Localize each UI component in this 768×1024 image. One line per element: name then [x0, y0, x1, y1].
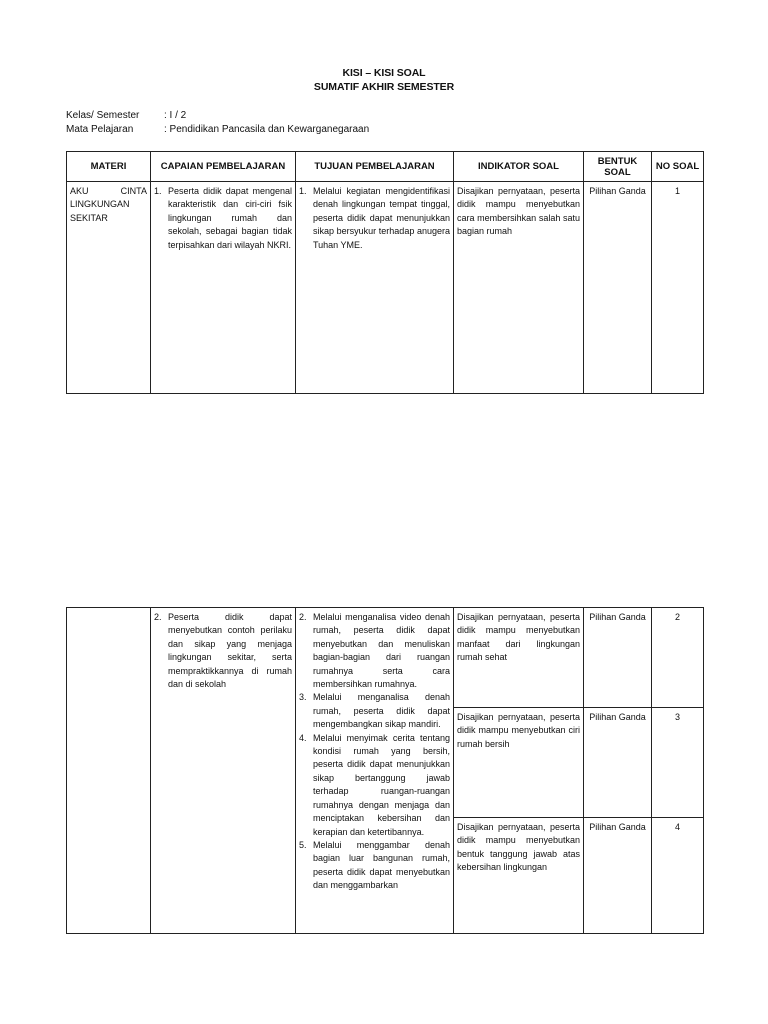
list-number: 4.: [299, 732, 307, 743]
mapel-value: : Pendidikan Pancasila dan Kewarganegaraan: [164, 124, 370, 135]
list-number: 2.: [299, 612, 307, 622]
list-number: 1.: [299, 186, 307, 196]
capaian-cell: [151, 182, 296, 394]
materi-cell: [67, 608, 151, 934]
capaian-text: Peserta didik dapat menyebutkan contoh perilaku dan sikap yang menjaga lingkungan sekitar, serta mempraktikkannya di rumah dan di sekolah: [168, 612, 292, 690]
list-number: 1.: [154, 186, 162, 196]
no-soal-cell: 2: [652, 608, 704, 708]
kelas-label: Kelas/ Semester: [66, 110, 140, 121]
indikator-cell: Disajikan pernyataan, peserta didik mampu menyebutkan cara membersihkan salah satu bagian rumah: [454, 182, 584, 394]
bentuk-cell: Pilihan Ganda: [584, 818, 652, 934]
no-soal-cell: 4: [652, 818, 704, 934]
table-header-row: [67, 152, 704, 182]
tujuan-text: Melalui kegiatan mengidentifikasi denah lingkungan tempat tinggal, peserta didik dapat menunjukkan sikap bersyukur terhadap anugera Tuhan YME.: [313, 186, 450, 250]
indikator-cell: Disajikan pernyataan, peserta didik mampu menyebutkan ciri rumah bersih: [454, 708, 584, 818]
header-capaian: CAPAIAN PEMBELAJARAN: [151, 152, 296, 182]
document-subtitle: SUMATIF AKHIR SEMESTER: [313, 81, 455, 93]
tujuan-text: Melalui menganalisa denah rumah, peserta didik dapat mengembangkan sikap mandiri.: [313, 692, 450, 730]
indikator-cell: Disajikan pernyataan, peserta didik mampu menyebutkan bentuk tanggung jawab atas kebersihan lingkungan: [454, 818, 584, 934]
kisi-table-1: [66, 151, 704, 394]
tujuan-text: Melalui menggambar denah bagian luar bangunan rumah, peserta didik dapat menyebutkan dan menggambarkan: [313, 839, 450, 891]
header-no: NO SOAL: [652, 152, 704, 182]
capaian-text: Peserta didik dapat mengenal karakteristik dan ciri-ciri fsik lingkungan rumah dan sekolah, sebagai bagian tidak terpisahkan dari wilayah NKRI.: [168, 186, 292, 250]
list-number: 2.: [154, 612, 162, 622]
meta-kelas: [66, 110, 186, 121]
bentuk-cell: Pilihan Ganda: [584, 708, 652, 818]
tujuan-cell: [296, 182, 454, 394]
no-soal-cell: 1: [652, 182, 704, 394]
indikator-cell: Disajikan pernyataan, peserta didik mampu menyebutkan manfaat dari lingkungan rumah sehat: [454, 608, 584, 708]
bentuk-cell: Pilihan Ganda: [584, 608, 652, 708]
list-number: 5.: [299, 839, 307, 850]
table-row: [67, 182, 704, 394]
bentuk-cell: Pilihan Ganda: [584, 182, 652, 394]
tujuan-text: Melalui menyimak cerita tentang kondisi rumah yang bersih, peserta didik dapat menunjukkan sikap bertanggung jawab terhadap ruangan-ruangan rumahnya dengan menjaga dan menciptakan kebersihan dan kerapian dan ketertibannya.: [313, 732, 450, 837]
no-soal-cell: 3: [652, 708, 704, 818]
header-indikator: INDIKATOR SOAL: [454, 152, 584, 182]
meta-mapel: [66, 124, 369, 135]
tujuan-text: Melalui menganalisa video denah rumah, peserta didik dapat menyebutkan dan menuliskan bagian-bagian dari ruangan rumahnya serta cara membersihkan rumahnya.: [313, 612, 450, 690]
capaian-cell: [151, 608, 296, 934]
table-row: [67, 608, 704, 708]
list-number: 3.: [299, 692, 307, 703]
header-bentuk: BENTUK SOAL: [584, 152, 652, 182]
header-materi: MATERI: [67, 152, 151, 182]
mapel-label: Mata Pelajaran: [66, 124, 134, 135]
kisi-table-2: [66, 607, 704, 934]
materi-cell: AKU CINTA LINGKUNGAN SEKITAR: [67, 182, 151, 394]
document-title: KISI – KISI SOAL: [342, 67, 426, 79]
tujuan-cell: [296, 608, 454, 934]
header-tujuan: TUJUAN PEMBELAJARAN: [296, 152, 454, 182]
kelas-value: : I / 2: [164, 110, 187, 121]
